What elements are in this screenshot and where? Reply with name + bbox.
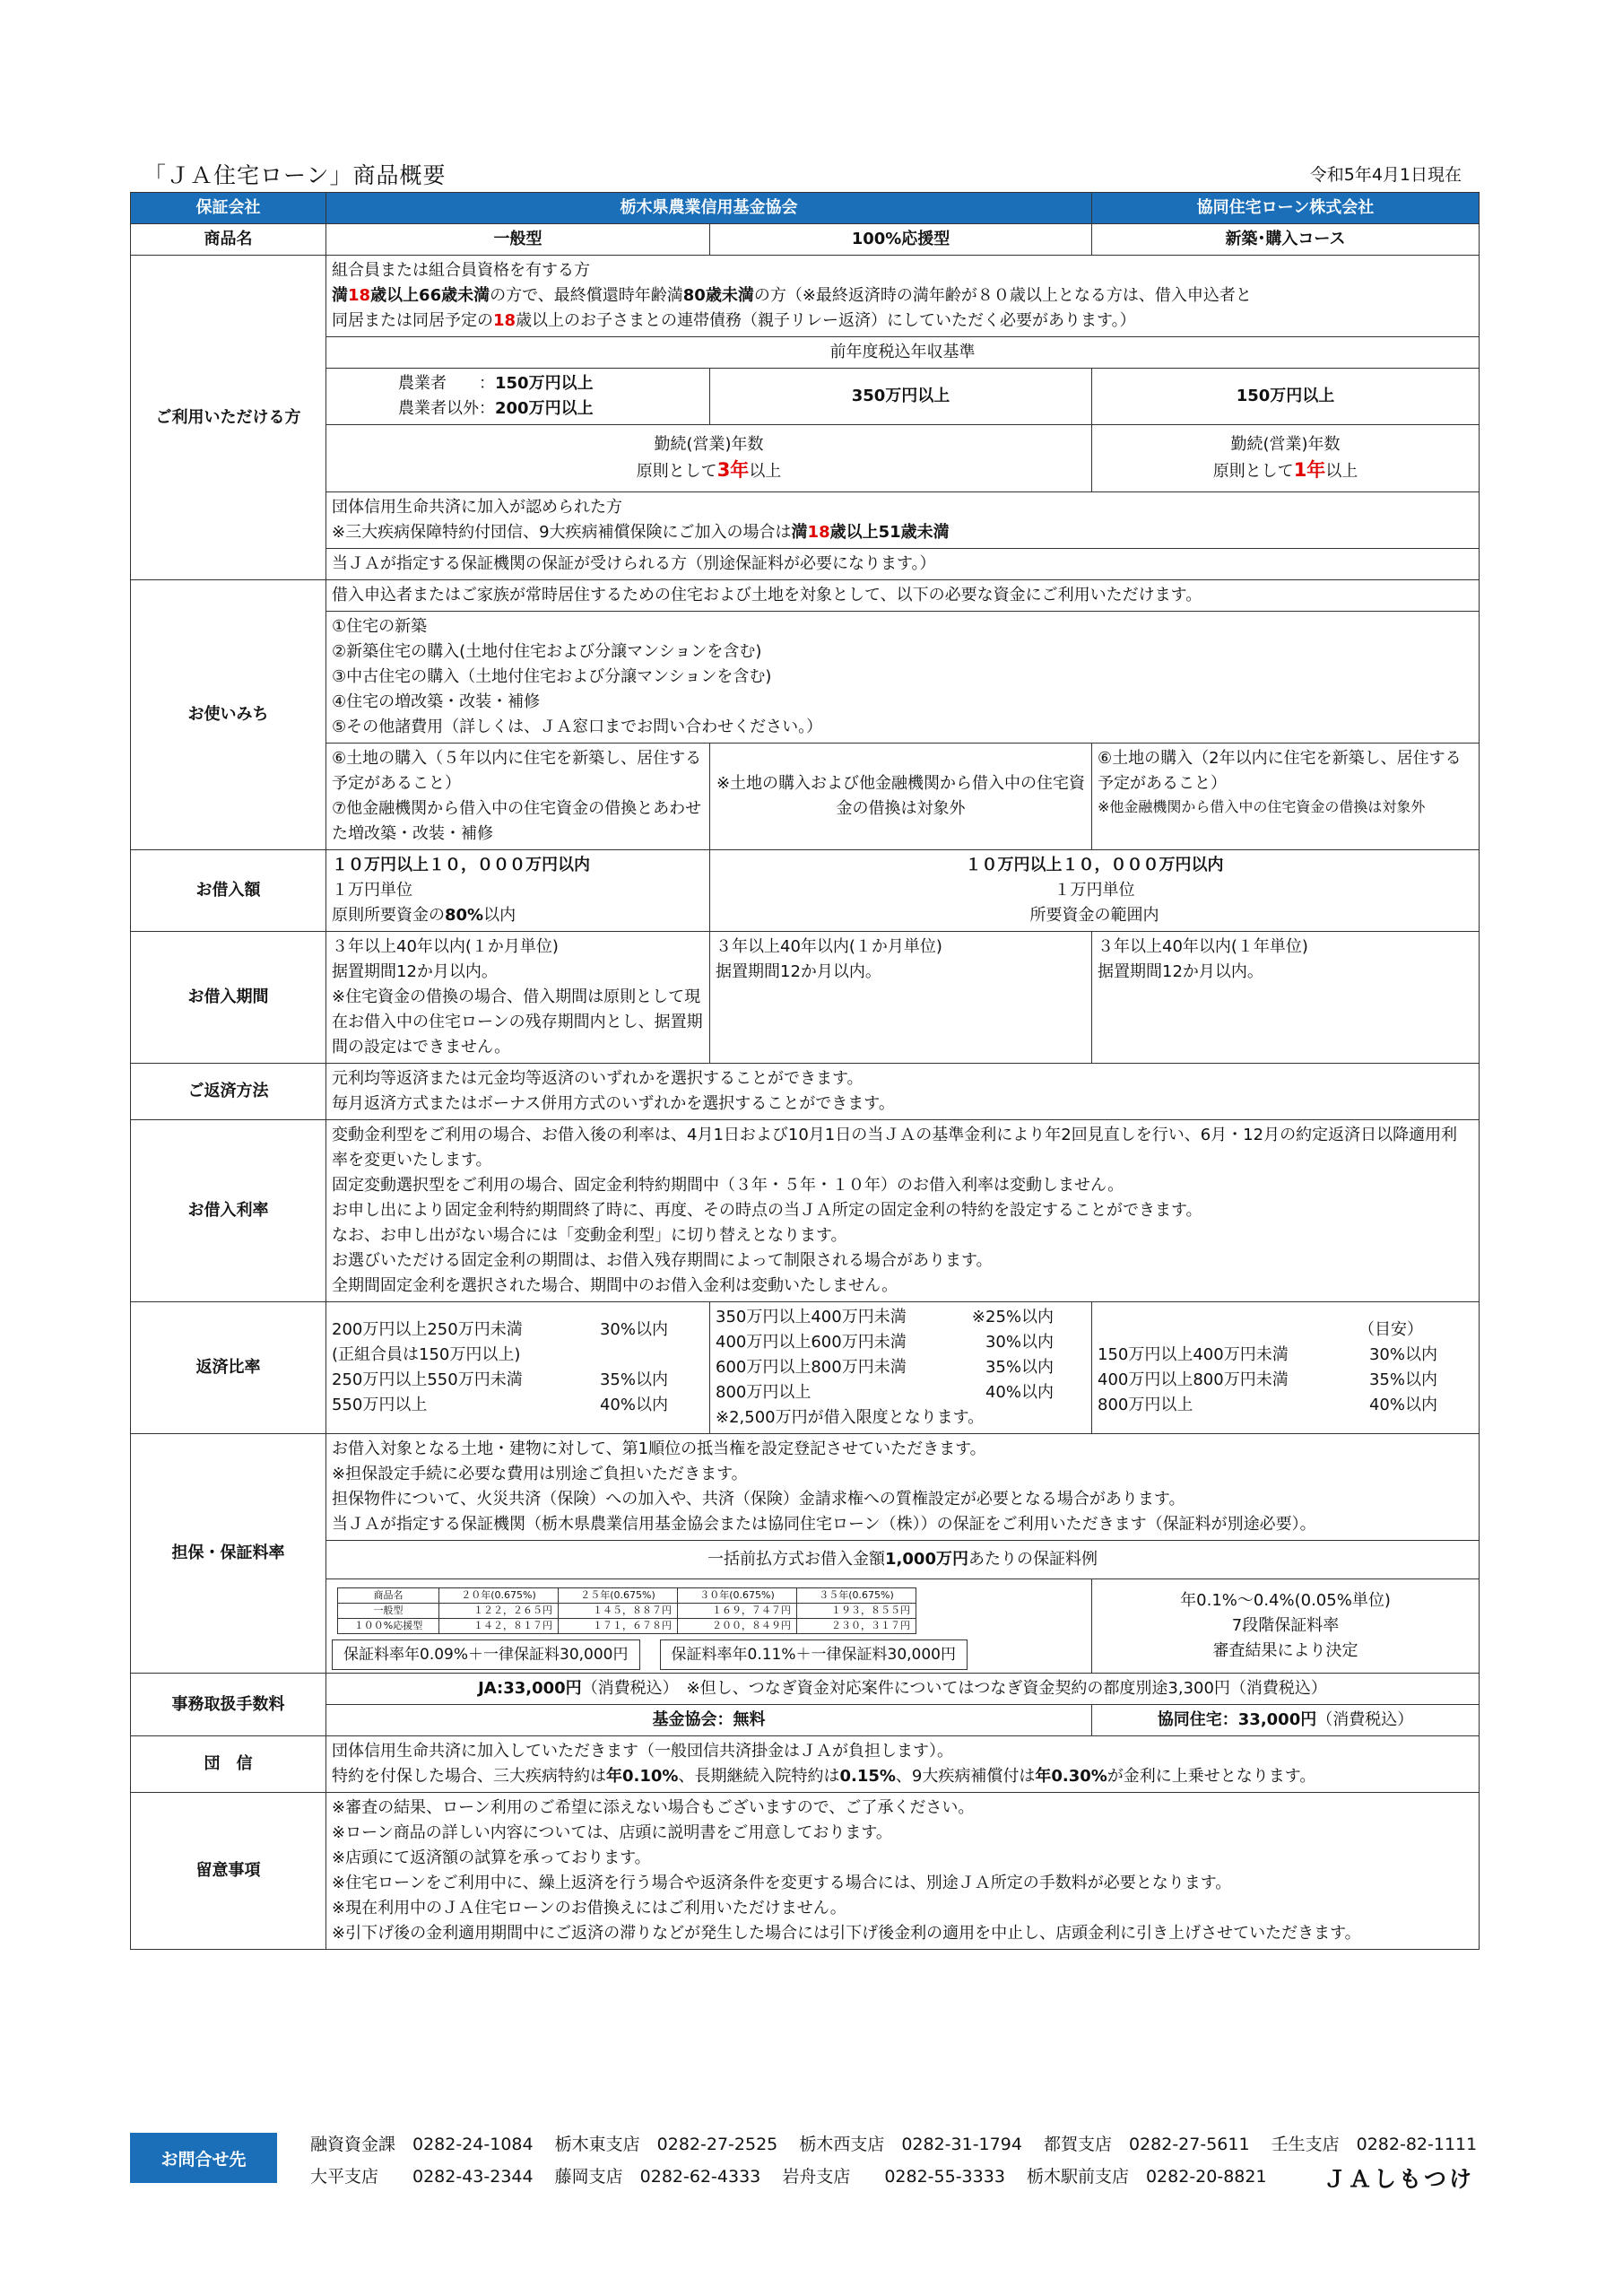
- ratio-row: [131, 1302, 1480, 1434]
- income-newbuild: 150万円以上: [1092, 369, 1480, 425]
- contact-item: 栃木東支店 0282-27-2525: [554, 2135, 778, 2154]
- product-label: 商品名: [131, 224, 326, 256]
- usage-row-1: [131, 580, 1480, 612]
- usage-intro: 借入申込者またはご家族が常時居住するための住宅および土地を対象として、以下の必要な資金にご利用いただけます。: [326, 580, 1480, 612]
- collateral-terms: お借入対象となる土地・建物に対して、第1順位の抵当権を設定登記させていただきます。 ※担保設定手続に必要な費用は別途ご負担いただきます。 担保物件について、火災共済（保険）への加入や、共済（保険）金請求権への質権設定が必要となる場合があります。 当ＪＡが指定する保証機関（栃木県農業信用基金協会または協同住宅ローン（株））の保証をご利用いただきます（保証料が別途必要）。: [326, 1434, 1480, 1541]
- notes-list: ※審査の結果、ローン利用のご希望に添えない場合もございますので、ご了承ください。 ※ローン商品の詳しい内容については、店頭に説明書をご用意しております。 ※店頭にて返済額の試算を承っております。 ※住宅ローンをご利用中に、繰上返済を行う場合や返済条件を変更する場合には、別途ＪＡ所定の手数料が必要となります。 ※現在利用中のＪＡ住宅ローンのお借換えにはご利用いただけません。 ※引下げ後の金利適用期間中にご返済の滞りなどが発生した場合には引下げ後金利の適用を中止し、店頭金利に引き上げさせていただきます。: [326, 1793, 1480, 1950]
- ratio-label: 返済比率: [131, 1302, 326, 1434]
- eligibility-line1: 組合員または組合員資格を有する方: [332, 261, 590, 280]
- income-general: 農業者 ：150万円以上 農業者以外：200万円以上: [326, 369, 710, 425]
- product-general: 一般型: [326, 224, 710, 256]
- guarantor-kyodo: 協同住宅ローン株式会社: [1092, 193, 1480, 224]
- ratio-support: 350万円以上400万円未満 ※25%以内 400万円以上600万円未満 30%以内 600万円以上800万円未満 35%以内 800万円以上 40%以内 ※2,500万円が借入限度となります。: [710, 1302, 1092, 1434]
- rate-row: [131, 1120, 1480, 1302]
- fees-row-1: [131, 1674, 1480, 1705]
- guarantor-row: [131, 193, 1480, 224]
- period-general: ３年以上40年以内(１か月単位) 据置期間12か月以内。 ※住宅資金の借換の場合、借入期間は原則として現在お借入中の住宅ローンの残存期間内とし、据置期間の設定はできません。: [326, 932, 710, 1064]
- fees-label: 事務取扱手数料: [131, 1674, 326, 1736]
- usage-row-3: [131, 744, 1480, 850]
- eligibility-line2: 満18歳以上66歳未満の方で、最終償還時年齢満80歳未満の方（※最終返済時の満年齢が８０歳以上となる方は、借入申込者と: [332, 286, 1252, 305]
- fees-fund: 基金協会：無料: [326, 1705, 1092, 1736]
- period-newbuild: ３年以上40年以内(１年単位) 据置期間12か月以内。: [1092, 932, 1480, 1064]
- eligibility-line3: 同居または同居予定の18歳以上のお子さまとの連帯債務（親子リレー返済）にしていただく必要があります。）: [332, 311, 1136, 330]
- usage-general-extra: ⑥土地の購入（５年以内に住宅を新築し、居住する予定があること） ⑦他金融機関から借入中の住宅資金の借換とあわせた増改築・改装・補修: [326, 744, 710, 850]
- collateral-row-3: [131, 1579, 1480, 1674]
- group-life-row: [131, 1736, 1480, 1793]
- amount-row: [131, 850, 1480, 932]
- contact-item: 都賀支店 0282-27-5611: [1043, 2135, 1250, 2154]
- product-name-row: [131, 224, 1480, 256]
- period-label: お借入期間: [131, 932, 326, 1064]
- eligibility-label: [131, 256, 326, 580]
- group-life-label: 団 信: [131, 1736, 326, 1793]
- contact-item: 栃木西支店 0282-31-1794: [799, 2135, 1022, 2154]
- eligibility-row-4: [131, 425, 1480, 492]
- eligibility-row-5: [131, 492, 1480, 580]
- rate-details: 変動金利型をご利用の場合、お借入後の利率は、4月1日および10月1日の当ＪＡの基準金利により年2回見直しを行い、6月・12月の約定返済日以降適用利率を変更いたします。 固定変動選択型をご利用の場合、固定金利特約期間中（３年・５年・１０年）のお借入利率は変動しません。 お申し出により固定金利特約期間終了時に、再度、その時点の当ＪＡ所定の固定金利の特約を設定することができます。 なお、お申し出がない場合には「変動金利型」に切り替えとなります。 お選びいただける固定金利の期間は、お借入残存期間によって制限される場合があります。 全期間固定金利を選択された場合、期間中のお借入金利は変動いたしません。: [326, 1120, 1480, 1302]
- contact-item: 栃木駅前支店 0282-20-8821: [1026, 2167, 1267, 2187]
- repayment-label: ご返済方法: [131, 1064, 326, 1120]
- rate-label: お借入利率: [131, 1120, 326, 1302]
- collateral-label: 担保・保証料率: [131, 1434, 326, 1674]
- fee-rate-support: 保証料率年0.11%＋一律保証料30,000円: [660, 1639, 968, 1670]
- fee-example-table: 商品名 ２０年(0.675%) ２５年(0.675%) ３０年(0.675%) ３５年(0.675%) 一般型 １２２，２６５円 １４５，８８７円 １６９，７４７円 １９３，８５５円 １００%応援型 １４２，８１７円 １７１，６７８円 ２００，８４９円 ２３０，３１７円: [337, 1587, 916, 1634]
- product-summary-table: [130, 192, 1480, 1950]
- repayment-methods: 元利均等返済または元金均等返済のいずれかを選択することができます。 毎月返済方式またはボーナス併用方式のいずれかを選択することができます。: [326, 1064, 1480, 1120]
- income-support: 350万円以上: [710, 369, 1092, 425]
- contact-item: 壬生支店 0282-82-1111: [1271, 2135, 1478, 2154]
- as-of-date: 令和5年4月1日現在: [1309, 165, 1462, 185]
- repayment-row: [131, 1064, 1480, 1120]
- amount-label: お借入額: [131, 850, 326, 932]
- fee-rate-general: 保証料率年0.09%＋一律保証料30,000円: [332, 1639, 640, 1670]
- ratio-newbuild: （目安） 150万円以上400万円未満 30%以内 400万円以上800万円未満 35%以内 800万円以上 40%以内: [1092, 1302, 1480, 1434]
- guarantor-tochigi: 栃木県農業信用基金協会: [326, 193, 1092, 224]
- amount-other: １０万円以上１０，０００万円以内 １万円単位 所要資金の範囲内: [710, 850, 1480, 932]
- eligibility-label-text: ご利用いただける方: [155, 407, 301, 427]
- service-years-ja: 勤続(営業)年数 原則として3年以上: [326, 425, 1092, 492]
- eligibility-row-3: [131, 369, 1480, 425]
- group-life-details: 団体信用生命共済に加入していただきます（一般団信共済掛金はＪＡが負担します）。 特約を付保した場合、三大疾病特約は年0.10%、長期継続入院特約は0.15%、9大疾病補償付は年0.30%が金利に上乗せとなります。: [326, 1736, 1480, 1793]
- usage-label: お使いみち: [131, 580, 326, 850]
- period-row: [131, 932, 1480, 1064]
- period-support: ３年以上40年以内(１か月単位) 据置期間12か月以内。: [710, 932, 1092, 1064]
- product-newbuild: 新築･購入コース: [1092, 224, 1480, 256]
- usage-support-note: ※土地の購入および他金融機関から借入中の住宅資金の借換は対象外: [710, 744, 1092, 850]
- contact-label: お問合せ先: [130, 2133, 277, 2183]
- contact-list: [310, 2128, 1493, 2193]
- fees-ja: JA:33,000円（消費税込） ※但し、つなぎ資金対応案件についてはつなぎ資金契約の都度別途3,300円（消費税込）: [326, 1674, 1480, 1705]
- notes-label: 留意事項: [131, 1793, 326, 1950]
- ratio-general: 200万円以上250万円未満 30%以内 (正組合員は150万円以上) 250万円以上550万円未満 35%以内 550万円以上 40%以内: [326, 1302, 710, 1434]
- eligibility-general-conditions: [326, 256, 1480, 337]
- usage-row-2: [131, 612, 1480, 744]
- income-header: 前年度税込年収基準: [326, 337, 1480, 369]
- eligibility-row-2: [131, 337, 1480, 369]
- document-title: 「ＪＡ住宅ローン」商品概要: [143, 162, 447, 188]
- notes-row: [131, 1793, 1480, 1950]
- eligibility-row-1: [131, 256, 1480, 337]
- fee-rate-kyodo: 年0.1%～0.4%(0.05%単位) 7段階保証料率 審査結果により決定: [1092, 1579, 1480, 1674]
- fees-kyodo: 協同住宅：33,000円（消費税込）: [1092, 1705, 1480, 1736]
- amount-general: １０万円以上１０，０００万円以内 １万円単位 原則所要資金の80%以内: [326, 850, 710, 932]
- fee-example-title: 一括前払方式お借入金額1,000万円あたりの保証料例: [326, 1541, 1480, 1579]
- contact-item: 藤岡支店 0282-62-4333: [554, 2167, 761, 2187]
- guarantee-condition: 当ＪＡが指定する保証機関の保証が受けられる方（別途保証料が必要になります。）: [326, 548, 1479, 579]
- collateral-row-1: [131, 1434, 1480, 1541]
- eligibility-insurance: 団体信用生命共済に加入が認められた方 ※三大疾病保障特約付団信、9大疾病補償保険にご加入の場合は満18歳以上51歳未満 当ＪＡが指定する保証機関の保証が受けられる方（別途保証料が必要になります。）: [326, 492, 1480, 580]
- product-support: 100%応援型: [710, 224, 1092, 256]
- contact-item: 大平支店 0282-43-2344: [310, 2167, 534, 2187]
- collateral-row-2: [131, 1541, 1480, 1579]
- guarantor-label: 保証会社: [131, 193, 326, 224]
- usage-newbuild-extra: ⑥土地の購入（2年以内に住宅を新築し、居住する予定があること） ※他金融機関から借入中の住宅資金の借換は対象外: [1092, 744, 1480, 850]
- contact-item: 岩舟支店 0282-55-3333: [782, 2167, 1005, 2187]
- fees-row-2: [131, 1705, 1480, 1736]
- brand-name: ＪＡしもつけ: [1323, 2166, 1474, 2192]
- contact-item: 融資資金課 0282-24-1084: [310, 2135, 534, 2154]
- service-years-kyodo: 勤続(営業)年数 原則として1年以上: [1092, 425, 1480, 492]
- usage-items: ①住宅の新築 ②新築住宅の購入(土地付住宅および分譲マンションを含む) ③中古住宅の購入（土地付住宅および分譲マンションを含む) ④住宅の増改築・改装・補修 ⑤その他諸費用（詳しくは、ＪＡ窓口までお問い合わせください。）: [326, 612, 1480, 744]
- fee-example-table-cell: [326, 1579, 1092, 1674]
